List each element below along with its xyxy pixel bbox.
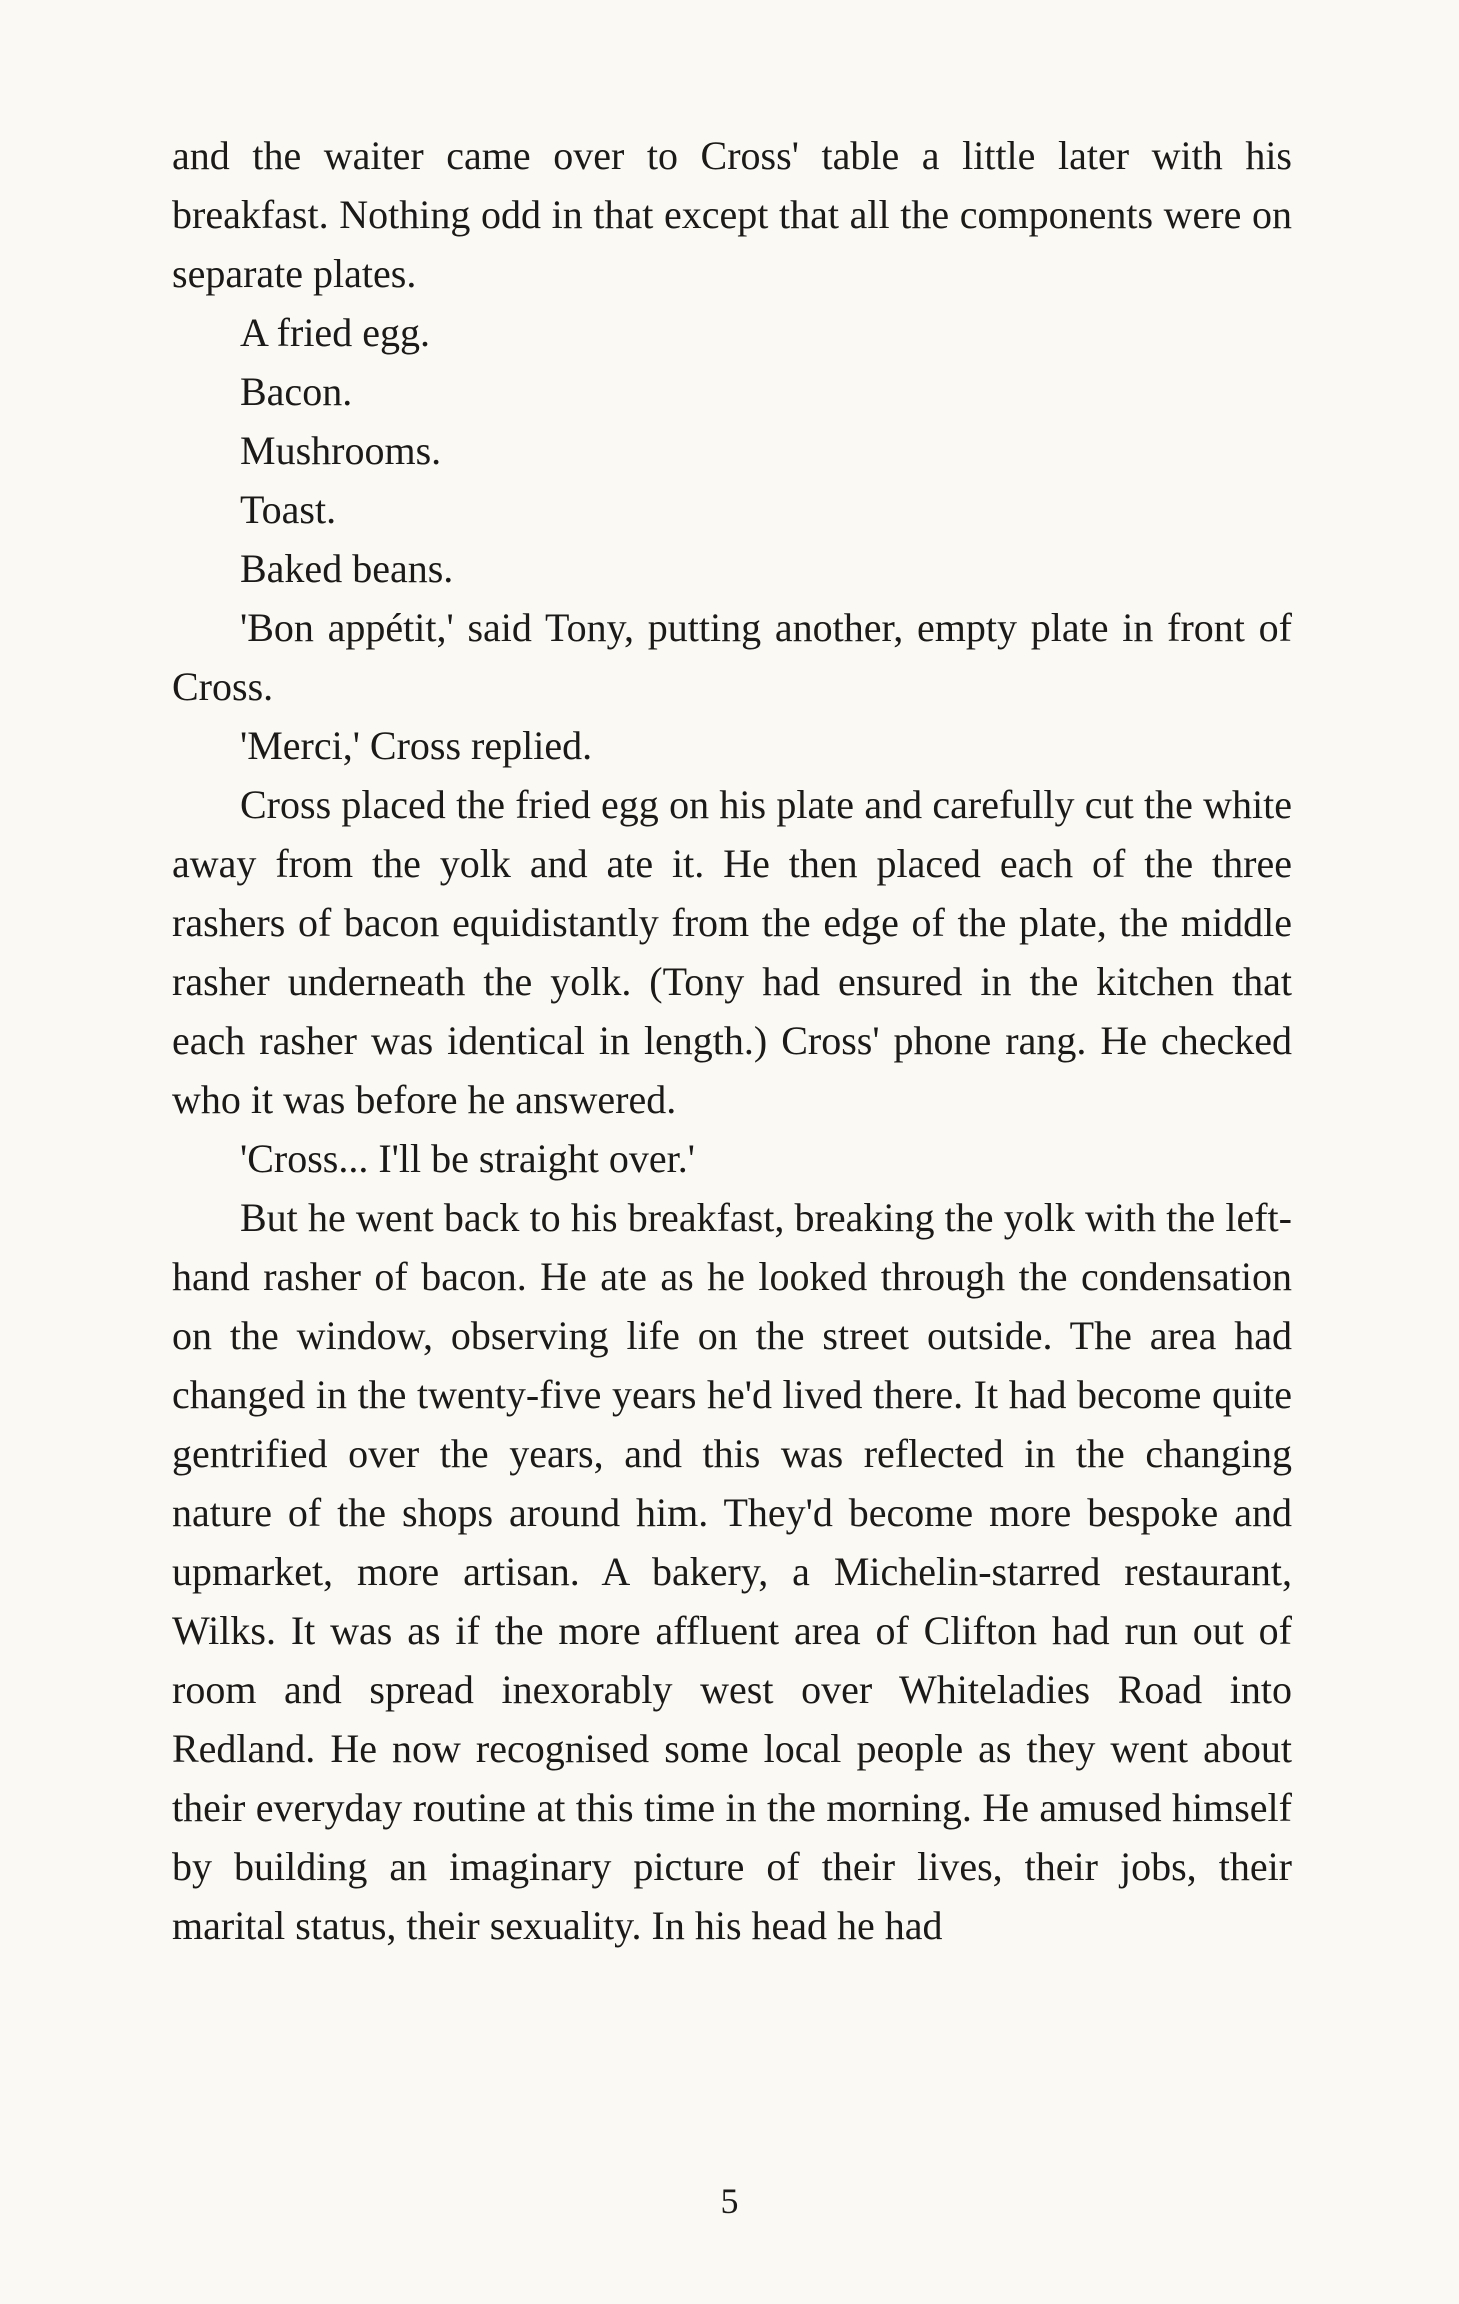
paragraph-bon-appetit: 'Bon appétit,' said Tony, putting another, empty plate in front of Cross. xyxy=(172,605,1292,709)
paragraph-cross-placed: Cross placed the fried egg on his plate and carefully cut the white away from the yolk and ate it. He then placed each of the three rashers of bacon equidistantly from the edge of the plate, the middle rasher underneath the yolk. (Tony had ensured in the kitchen that each rasher was identical in length.) Cross' phone rang. He checked who it was before he answered. xyxy=(172,782,1292,1122)
paragraph-merci: 'Merci,' Cross replied. xyxy=(240,723,593,768)
paragraph-continuation: and the waiter came over to Cross' table a little later with his breakfast. Nothing odd in that except that all the components were on separate plates. xyxy=(172,133,1292,296)
paragraph-mushrooms: Mushrooms. xyxy=(240,428,442,473)
body-text xyxy=(172,126,1292,1955)
paragraph-fried-egg: A fried egg. xyxy=(240,310,430,355)
paragraph-breakfast-street: But he went back to his breakfast, breaking the yolk with the left-hand rasher of bacon. He ate as he looked through the condensation on the window, observing life on the street outside. The area had changed in the twenty-five years he'd lived there. It had become quite gentrified over the years, and this was reflected in the changing nature of the shops around him. They'd become more bespoke and upmarket, more artisan. A bakery, a Michelin-starred restaurant, Wilks. It was as if the more affluent area of Clifton had run out of room and spread inexorably west over Whiteladies Road into Redland. He now recognised some local people as they went about their everyday routine at this time in the morning. He amused himself by building an imaginary picture of their lives, their jobs, their marital status, their sexuality. In his head he had xyxy=(172,1195,1292,1948)
paragraph-baked-beans: Baked beans. xyxy=(240,546,454,591)
paragraph-bacon: Bacon. xyxy=(240,369,353,414)
paragraph-toast: Toast. xyxy=(240,487,337,532)
paragraph-phone-call: 'Cross... I'll be straight over.' xyxy=(240,1136,695,1181)
page-number: 5 xyxy=(720,2181,739,2221)
